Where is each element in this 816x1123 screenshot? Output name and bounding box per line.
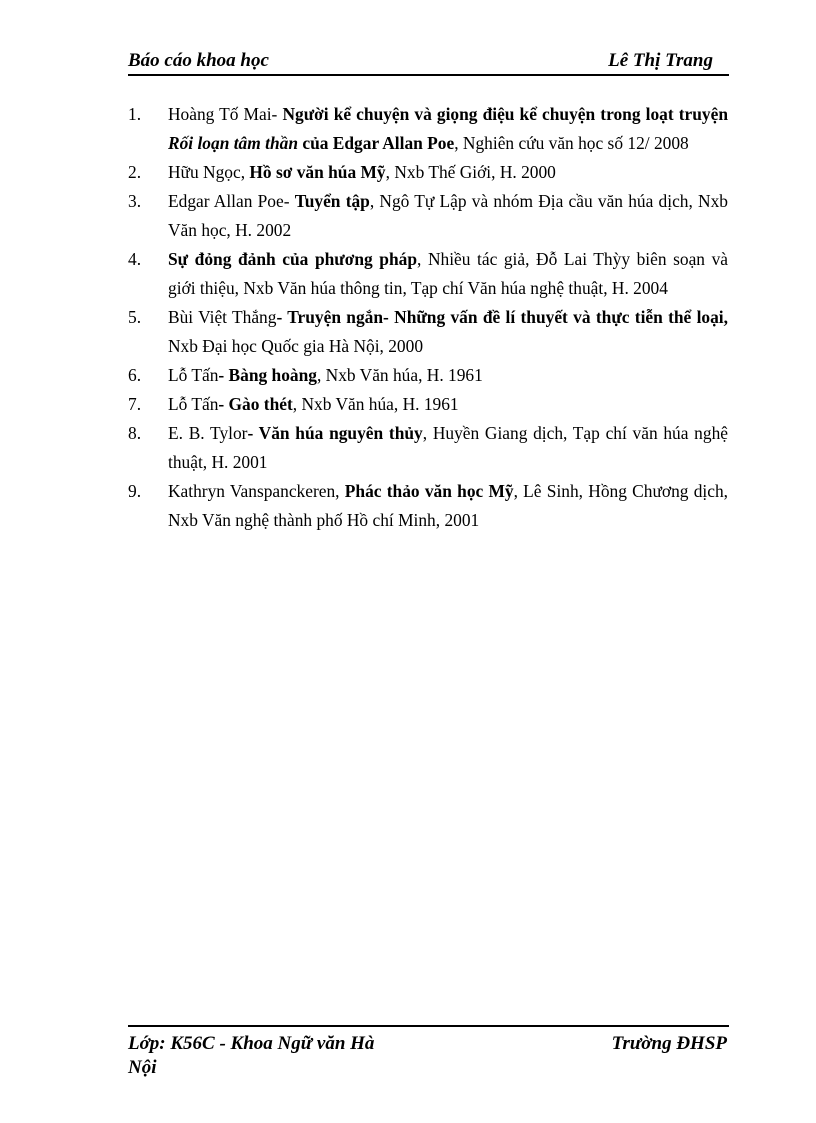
reference-number: 4. (128, 249, 142, 269)
header-title: Báo cáo khoa học (128, 50, 269, 71)
page-header (128, 50, 729, 76)
reference-number: 6. (128, 365, 142, 385)
reference-item (128, 477, 728, 535)
reference-text-segment: , Nxb Thế Giới, H. 2000 (385, 162, 556, 182)
reference-item (128, 187, 728, 245)
reference-text-segment: , Nhiều tác giả, Đỗ Lai Thỳy biên soạn và giới thiệu, Nxb Văn húa thông tin, Tạp chí Văn húa nghệ thuật, H. 2004 (168, 249, 728, 298)
reference-number: 8. (128, 423, 142, 443)
reference-number: 2. (128, 162, 142, 182)
reference-number: 5. (128, 307, 142, 327)
footer-school: Trường ĐHSP (611, 1033, 727, 1054)
reference-text-segment: - Văn húa nguyên thủy (247, 423, 423, 443)
reference-text-segment: Tuyển tập (294, 191, 370, 211)
reference-text-segment: Hoàng Tố Mai- (168, 104, 283, 124)
reference-item (128, 303, 728, 361)
reference-number: 3. (128, 191, 142, 211)
reference-text-segment: Phác thảo văn học Mỹ (344, 481, 514, 501)
reference-text-segment: Rối loạn tâm thần (168, 133, 298, 153)
header-author: Lê Thị Trang (608, 50, 713, 71)
reference-list (128, 100, 728, 535)
reference-item (128, 390, 728, 419)
reference-item (128, 158, 728, 187)
reference-item (128, 100, 728, 158)
reference-item (128, 361, 728, 390)
reference-text-segment: Kathryn Vanspanckeren, (168, 481, 345, 501)
reference-number: 7. (128, 394, 142, 414)
reference-text-segment: , Nxb Văn húa, H. 1961 (292, 394, 459, 414)
reference-text-segment: Nxb Đại học Quốc gia Hà Nội, 2000 (168, 336, 424, 356)
reference-text-segment: , Nghiên cứu văn học số 12/ 2008 (454, 133, 689, 153)
reference-number: 9. (128, 481, 142, 501)
reference-text-segment: Hồ sơ văn húa Mỹ (249, 162, 386, 182)
reference-text-segment: Sự đỏng đảnh của phương pháp (168, 249, 418, 269)
reference-text-segment: - Gào thét (218, 394, 293, 414)
footer-class: Lớp: K56C - Khoa Ngữ văn Hà Nội (128, 1033, 375, 1078)
reference-text-segment: , Lê Sinh, Hồng Chương dịch, Nxb Văn nghệ thành phố Hồ chí Minh, 2001 (168, 481, 728, 530)
reference-item (128, 419, 728, 477)
reference-text-segment: Lỗ Tấn (168, 394, 219, 414)
reference-text-segment: , Nxb Văn húa, H. 1961 (316, 365, 483, 385)
reference-text-segment: - Truyện ngắn- Những vấn đề lí thuyết và thực tiễn thể loại, (276, 307, 728, 327)
reference-text-segment: , Ngô Tự Lập và nhóm Địa cầu văn húa dịch, Nxb Văn học, H. 2002 (168, 191, 728, 240)
reference-text-segment: Người kể chuyện và giọng điệu kể chuyện trong loạt truyện (282, 104, 729, 124)
reference-item (128, 245, 728, 303)
reference-text-segment: của Edgar Allan Poe (298, 133, 455, 153)
reference-number: 1. (128, 104, 142, 124)
reference-text-segment: , Huyền Giang dịch, Tạp chí văn húa nghệ thuật, H. 2001 (168, 423, 728, 472)
reference-text-segment: Lỗ Tấn (168, 365, 219, 385)
reference-text-segment: Bùi Việt Thắng (168, 307, 277, 327)
reference-text-segment: Edgar Allan Poe- (168, 191, 295, 211)
page-footer (128, 1025, 729, 1078)
reference-text-segment: E. B. Tylor (168, 423, 248, 443)
reference-text-segment: - Bàng hoàng (218, 365, 317, 385)
reference-text-segment: Hữu Ngọc, (168, 162, 250, 182)
